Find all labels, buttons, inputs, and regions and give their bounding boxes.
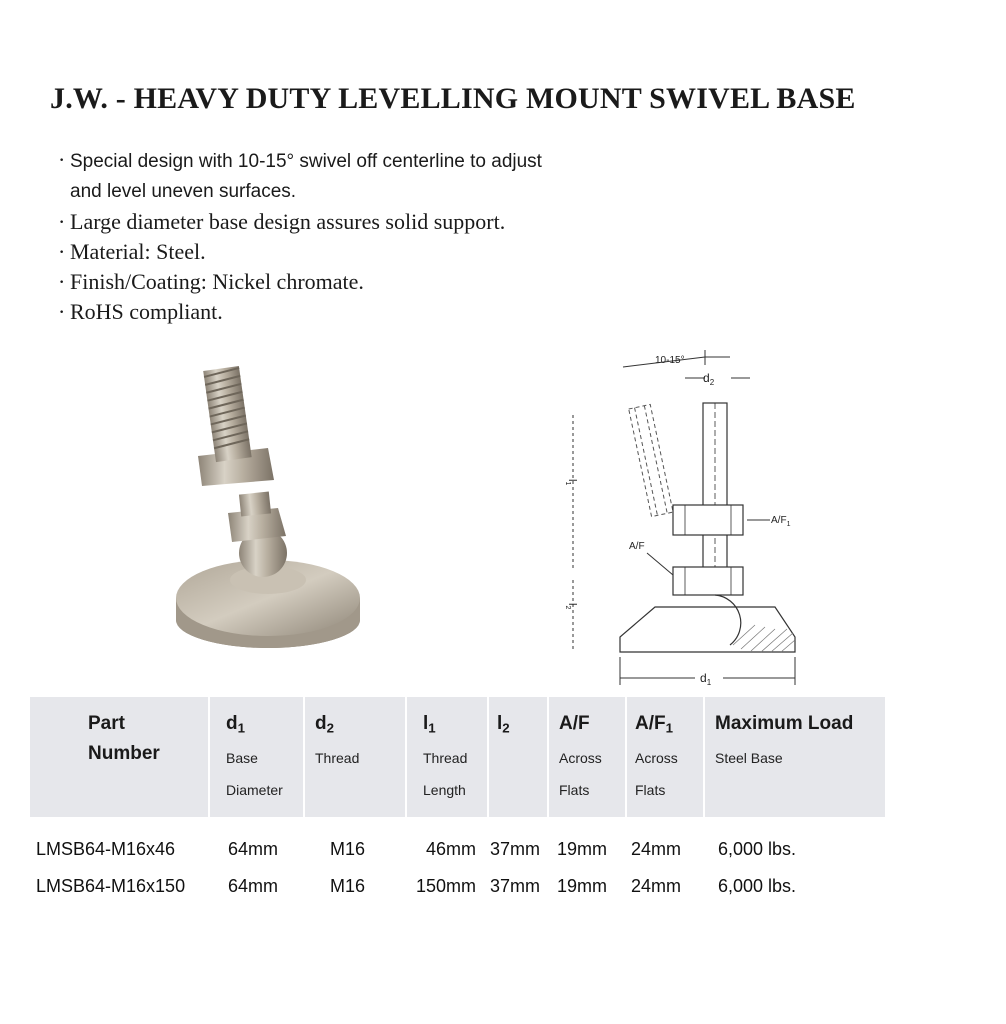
cell-af1: 24mm — [631, 839, 682, 859]
header-part-number: Part Number — [30, 697, 210, 817]
feature-text-continued: and level uneven surfaces. — [70, 181, 297, 202]
product-photo — [168, 358, 368, 658]
cell-d1: 64mm — [228, 876, 279, 896]
table-row — [30, 831, 885, 868]
header-d1: $d_1$ Base Diameter — [210, 697, 305, 817]
cell-part-number: LMSB64-M16x150 — [36, 876, 186, 896]
table-row — [30, 868, 885, 905]
spec-table — [30, 697, 885, 905]
feature-item — [58, 267, 542, 297]
feature-item — [58, 207, 542, 237]
feature-text: Material: Steel. — [70, 239, 206, 264]
feature-text: RoHS compliant. — [70, 299, 223, 324]
header-af: A/F Across Flats — [549, 697, 627, 817]
header-l2: $l_2$ — [489, 697, 549, 817]
feature-text: Finish/Coating: Nickel chromate. — [70, 269, 364, 294]
header-d2: $d_2$ Thread — [305, 697, 407, 817]
cell-max-load: 6,000 lbs. — [718, 839, 797, 859]
feature-text: Large diameter base design assures solid support. — [70, 209, 506, 234]
cell-l1: 46mm — [426, 839, 477, 859]
cell-max-load: 6,000 lbs. — [718, 876, 797, 896]
header-max-load: Maximum Load Steel Base — [715, 713, 854, 766]
cell-part-number: LMSB64-M16x46 — [36, 839, 176, 859]
cell-d2: M16 — [330, 876, 366, 896]
header-af1: $A/F_1$ Across Flats — [627, 697, 705, 817]
page-title: J.W. - HEAVY DUTY LEVELLING MOUNT SWIVEL BASE — [50, 82, 856, 115]
cell-d2: M16 — [330, 839, 366, 859]
angle-label: 10-15° — [655, 355, 685, 366]
cell-l1: 150mm — [416, 876, 477, 896]
table-header — [30, 697, 885, 817]
cell-af: 19mm — [557, 839, 608, 859]
l1-label: $l_1$ — [564, 479, 578, 486]
l2-label: $l_2$ — [564, 603, 578, 610]
af-label: A/F — [629, 541, 645, 552]
technical-drawing — [555, 345, 815, 690]
cell-af: 19mm — [557, 876, 608, 896]
feature-list — [58, 145, 542, 327]
feature-item — [58, 297, 542, 327]
feature-item — [58, 145, 542, 207]
feature-item — [58, 237, 542, 267]
cell-l2: 37mm — [490, 839, 541, 859]
af1-label: $A/F_1$ — [771, 515, 791, 528]
cell-af1: 24mm — [631, 876, 682, 896]
d2-label: $d_2$ — [703, 371, 715, 387]
feature-text: Special design with 10-15° swivel off centerline to adjust — [70, 151, 542, 172]
cell-l2: 37mm — [490, 876, 541, 896]
header-l1: $l_1$ Thread Length — [407, 697, 489, 817]
cell-d1: 64mm — [228, 839, 279, 859]
d1-label: $d_1$ — [700, 671, 712, 687]
